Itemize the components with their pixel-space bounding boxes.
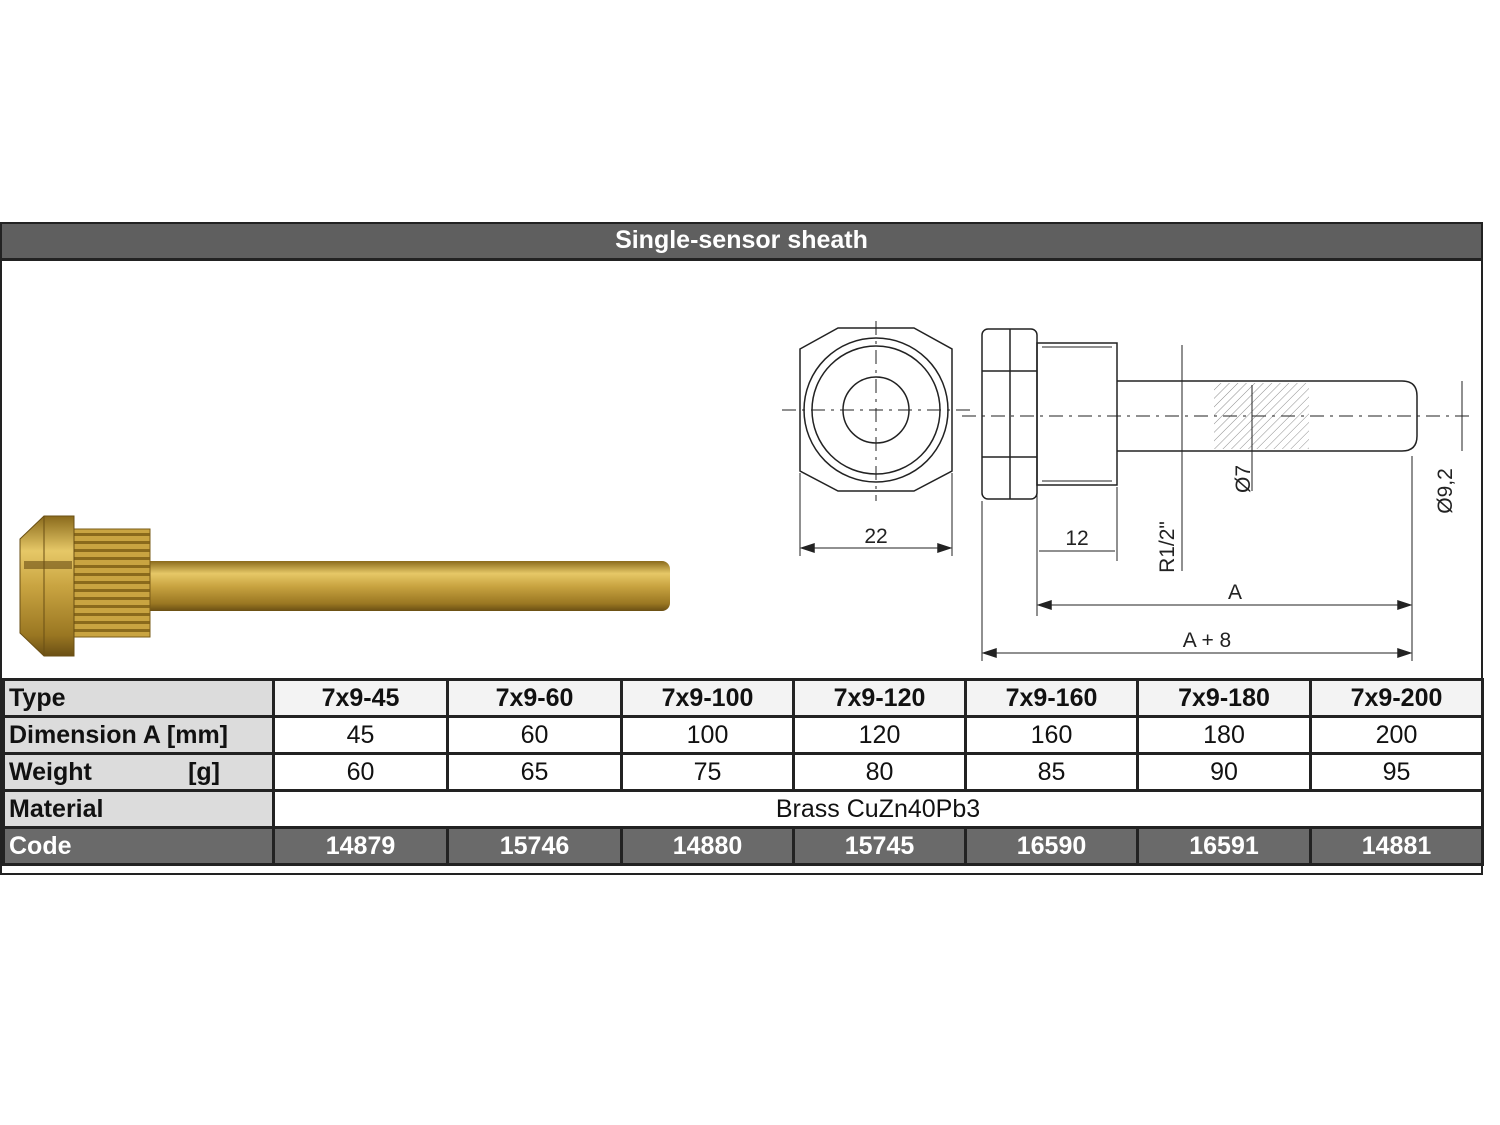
code-cell: 14880 <box>622 828 794 865</box>
code-cell: 14879 <box>274 828 448 865</box>
side-view-drawing <box>962 329 1472 661</box>
weight-cell: 60 <box>274 754 448 791</box>
dimension-cell: 100 <box>622 717 794 754</box>
dimension-cell: 180 <box>1138 717 1311 754</box>
code-cell: 16591 <box>1138 828 1311 865</box>
type-cell: 7x9-45 <box>274 680 448 717</box>
code-cell: 15746 <box>448 828 622 865</box>
dimension-cell: 45 <box>274 717 448 754</box>
type-cell: 7x9-160 <box>966 680 1138 717</box>
dimension-cell: 60 <box>448 717 622 754</box>
material-value: Brass CuZn40Pb3 <box>274 791 1483 828</box>
spec-table <box>2 678 1484 866</box>
weight-cell: 75 <box>622 754 794 791</box>
dimension-row <box>4 717 1483 754</box>
weight-label: Weight <box>9 757 92 786</box>
dimension-label: Dimension A [mm] <box>4 717 274 754</box>
dim-thread-label: 12 <box>1065 527 1089 550</box>
dim-a-label: A <box>1227 581 1243 604</box>
weight-cell: 65 <box>448 754 622 791</box>
end-view-drawing <box>782 321 970 556</box>
code-row <box>4 828 1483 865</box>
type-cell: 7x9-180 <box>1138 680 1311 717</box>
code-cell: 15745 <box>794 828 966 865</box>
product-figure <box>2 261 1481 678</box>
material-row <box>4 791 1483 828</box>
weight-row <box>4 754 1483 791</box>
type-row <box>4 680 1483 717</box>
dim-outer-diameter-label: Ø9,2 <box>1434 468 1457 514</box>
weight-cell: 95 <box>1311 754 1483 791</box>
type-cell: 7x9-200 <box>1311 680 1483 717</box>
type-label: Type <box>4 680 274 717</box>
dimension-cell: 120 <box>794 717 966 754</box>
dim-thread-size-label: R1/2" <box>1156 521 1179 573</box>
weight-cell: 80 <box>794 754 966 791</box>
dim-inner-diameter-label: Ø7 <box>1232 464 1255 494</box>
material-label: Material <box>4 791 274 828</box>
weight-cell: 90 <box>1138 754 1311 791</box>
code-cell: 16590 <box>966 828 1138 865</box>
figure-canvas <box>2 261 1481 678</box>
weight-cell: 85 <box>966 754 1138 791</box>
dimension-labels <box>864 465 1457 652</box>
dim-hex-label: 22 <box>864 525 888 548</box>
type-cell: 7x9-120 <box>794 680 966 717</box>
product-sheet <box>0 222 1483 875</box>
dimension-cell: 200 <box>1311 717 1483 754</box>
sheet-title: Single-sensor sheath <box>2 224 1481 261</box>
type-cell: 7x9-100 <box>622 680 794 717</box>
code-label: Code <box>4 828 274 865</box>
brass-sheath-photo <box>20 516 670 656</box>
weight-label-cell <box>4 754 274 791</box>
weight-unit: [g] <box>188 757 220 786</box>
type-cell: 7x9-60 <box>448 680 622 717</box>
dimension-cell: 160 <box>966 717 1138 754</box>
dim-a8-label: A + 8 <box>1182 629 1232 652</box>
code-cell: 14881 <box>1311 828 1483 865</box>
